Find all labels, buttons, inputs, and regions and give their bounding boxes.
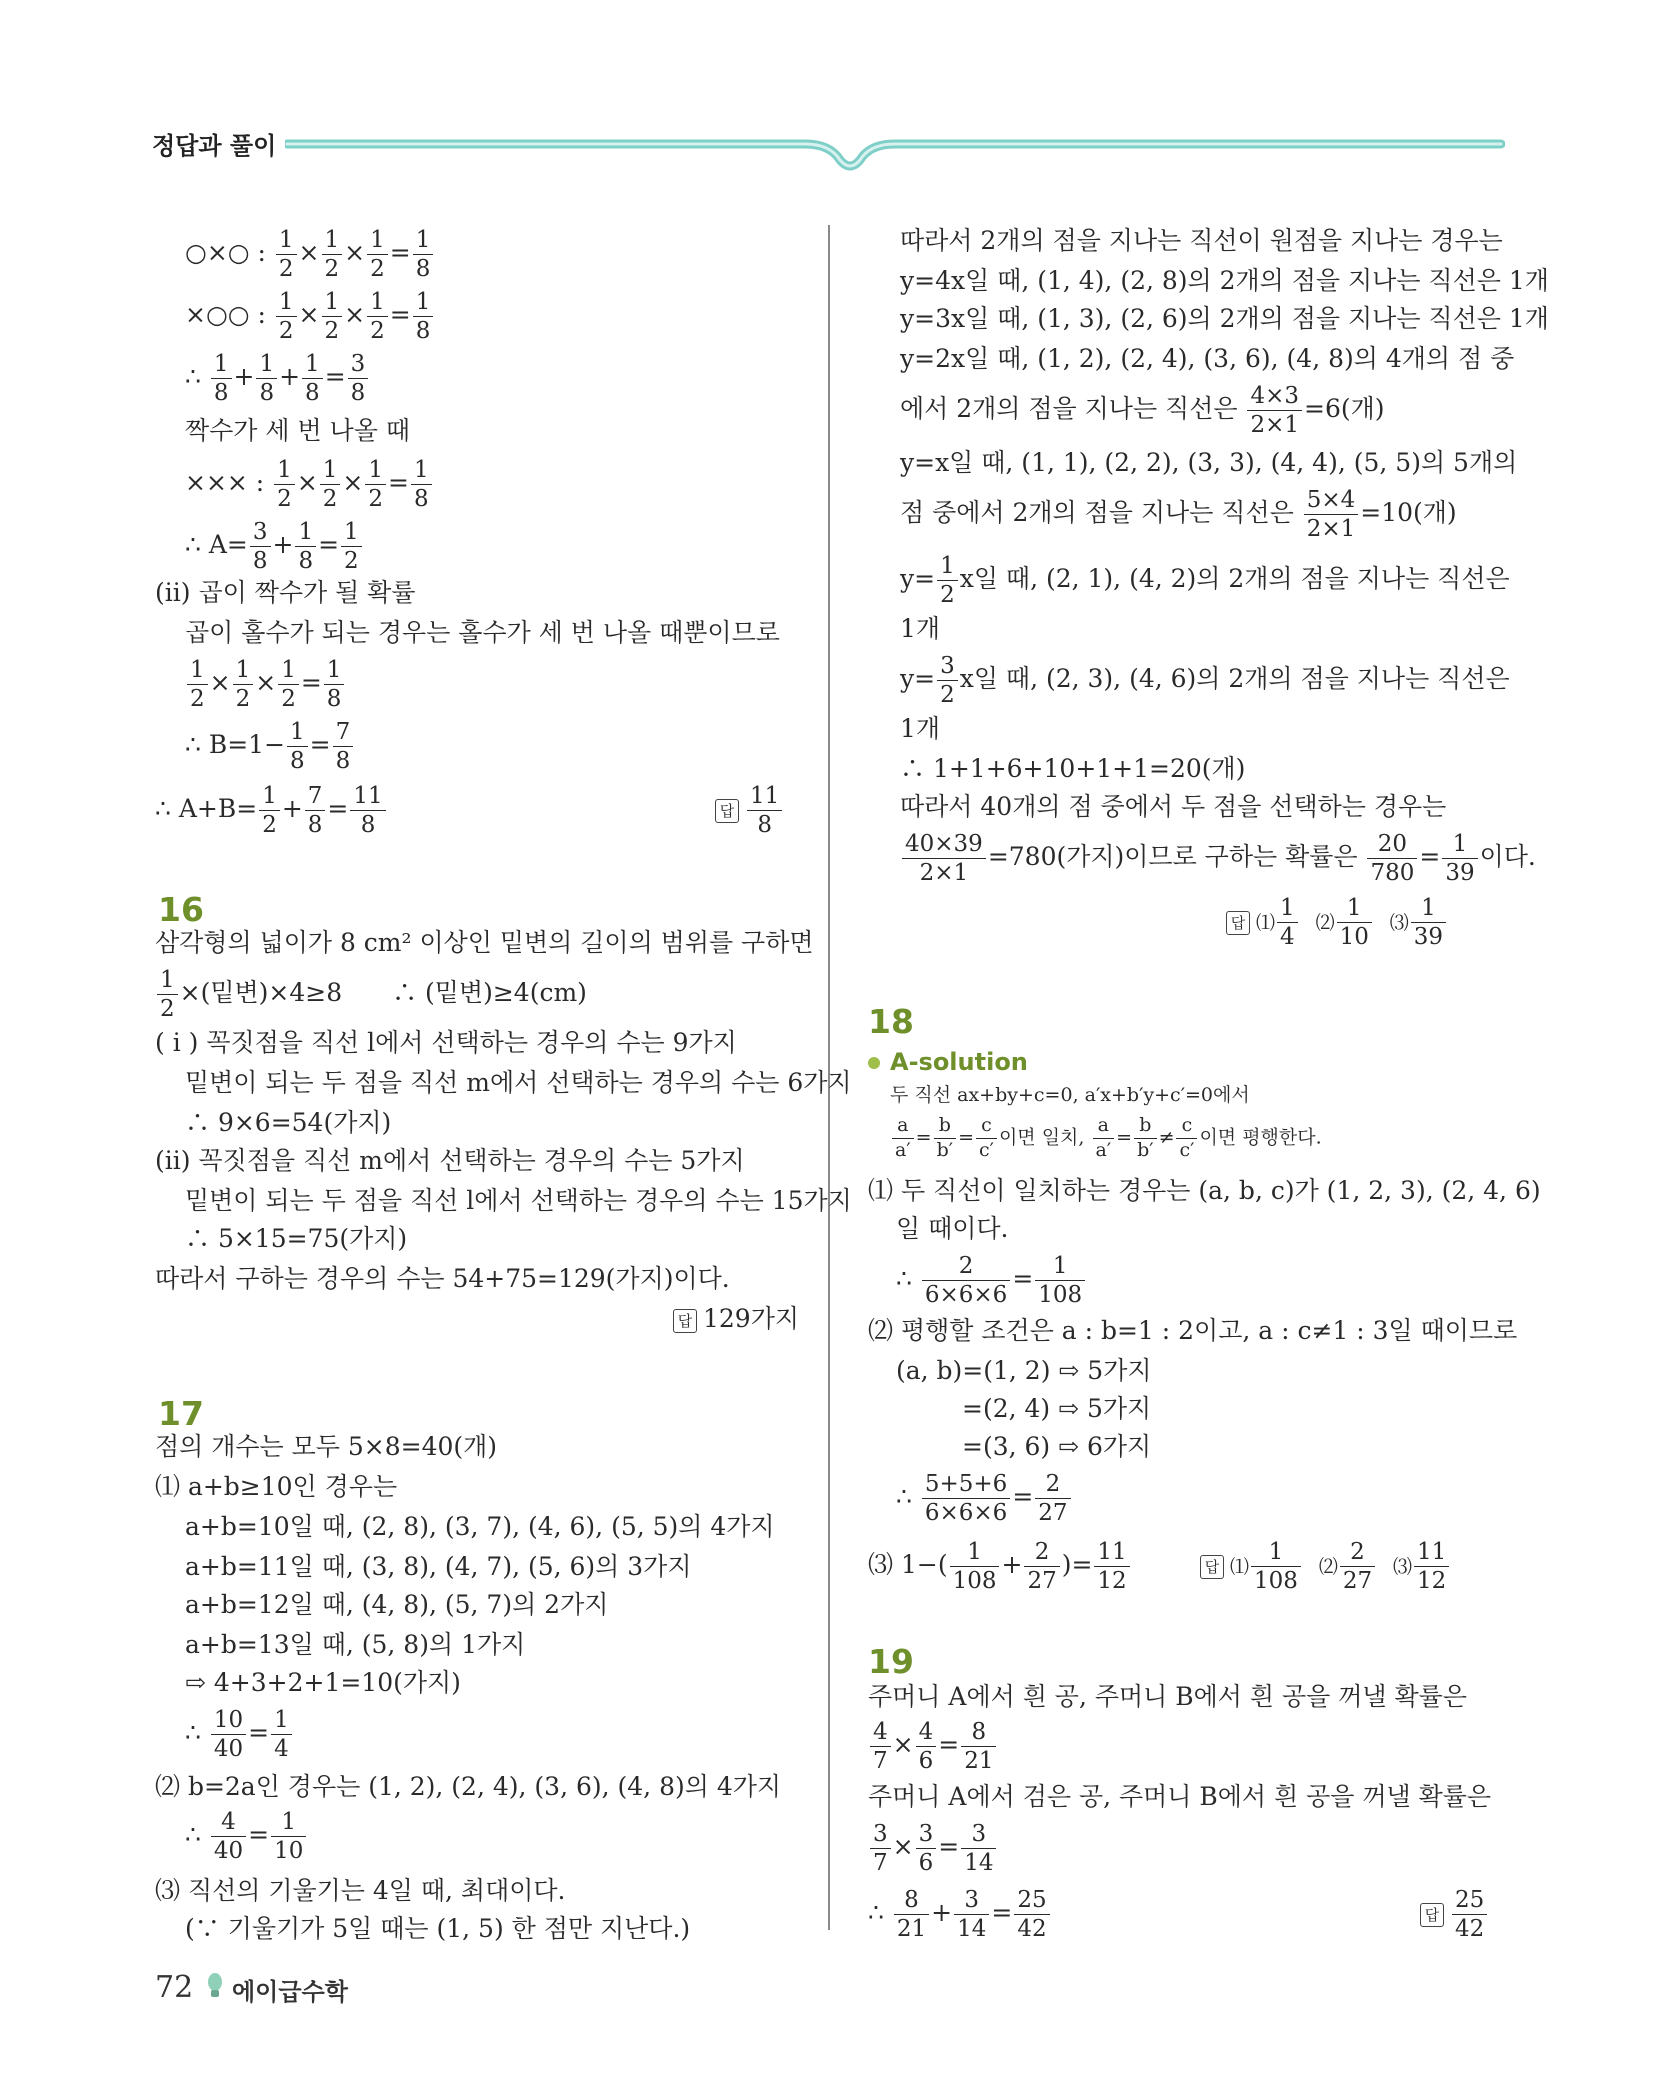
problem-number: 17 xyxy=(158,1394,204,1433)
line: ○×○ : $\frac{1}{2}$ × $\frac{1}{2}$ × $\frac{1}{2}$ = $\frac{1}{8}$ xyxy=(185,228,435,281)
brand-logo: 에이급수학 xyxy=(232,1978,348,2006)
line: 일 때이다. xyxy=(896,1214,1009,1243)
line: a+b=10일 때, (2, 8), (3, 7), (4, 6), (5, 5)의 4가지 xyxy=(185,1512,775,1541)
line: ×○○ : $\frac{1}{2}$ × $\frac{1}{2}$ × $\frac{1}{2}$ = $\frac{1}{8}$ xyxy=(185,290,435,343)
line: ∴ $\frac{2}{6\times 6\times 6}$ = $\frac{1}{108}$ xyxy=(896,1254,1087,1307)
line: a+b=11일 때, (3, 8), (4, 7), (5, 6)의 3가지 xyxy=(185,1552,692,1581)
line: ∴ $\frac{4}{40}$ = $\frac{1}{10}$ xyxy=(185,1810,308,1863)
line: ⑴ 두 직선이 일치하는 경우는 (a, b, c)가 (1, 2, 3), (2, 4, 6) xyxy=(868,1176,1541,1205)
line: ××× : $\frac{1}{2}$ × $\frac{1}{2}$ × $\frac{1}{2}$ = $\frac{1}{8}$ xyxy=(185,458,434,511)
line: 1개 xyxy=(900,614,941,643)
problem-number: 19 xyxy=(868,1642,914,1681)
line: 두 직선 ax+by+c=0, a′x+b′y+c′=0에서 xyxy=(890,1084,1250,1106)
line: $\frac{40\times 39}{2\times 1}$ =780(가지)이므로 구하는 확률은 $\frac{20}{780}$ = $\frac{1}{39}$ 이다. xyxy=(900,832,1536,885)
line: $\frac{1}{2}$ ×(밑변)×4≥8 ∴ (밑변)≥4(cm) xyxy=(155,968,587,1021)
line: ∴ 9×6=54(가지) xyxy=(185,1108,392,1137)
line: 짝수가 세 번 나올 때 xyxy=(185,416,410,445)
answer-17: 답 ⑴ $\frac{1}{4}$ ⑵ $\frac{1}{10}$ ⑶ $\frac{1}{39}$ xyxy=(1226,896,1448,949)
answer-badge: 답 xyxy=(1200,1555,1224,1579)
line: y= $\frac{3}{2}$ x일 때, (2, 3), (4, 6)의 2개의 점을 지나는 직선은 xyxy=(900,653,1510,709)
line: $\frac{4}{7}$ × $\frac{4}{6}$ = $\frac{8}{21}$ xyxy=(868,1720,998,1773)
line: ∴ $\frac{1}{8}$ + $\frac{1}{8}$ + $\frac{1}{8}$ = $\frac{3}{8}$ xyxy=(185,352,370,405)
line: 점 중에서 2개의 점을 지나는 직선은 $\frac{5\times 4}{2\times 1}$ =10(개) xyxy=(900,487,1457,543)
line: =(2, 4) ⇨ 5가지 xyxy=(962,1394,1152,1423)
line: 따라서 40개의 점 중에서 두 점을 선택하는 경우는 xyxy=(900,792,1447,821)
a-solution-label: A-solution xyxy=(868,1048,1028,1076)
line: ⑶ 직선의 기울기는 4일 때, 최대이다. xyxy=(155,1876,566,1905)
line: ∴ 1+1+6+10+1+1=20(개) xyxy=(900,754,1246,783)
line: $\frac{1}{2}$ × $\frac{1}{2}$ × $\frac{1}{2}$ = $\frac{1}{8}$ xyxy=(185,658,346,711)
bullet-dot-icon xyxy=(868,1057,880,1069)
line: ⑵ b=2a인 경우는 (1, 2), (2, 4), (3, 6), (4, 8)의 4가지 xyxy=(155,1772,782,1801)
line: y=2x일 때, (1, 2), (2, 4), (3, 6), (4, 8)의 4개의 점 중 xyxy=(900,344,1515,373)
line: ∴ B=1− $\frac{1}{8}$ = $\frac{7}{8}$ xyxy=(185,720,355,773)
line: ⑴ a+b≥10인 경우는 xyxy=(155,1472,398,1501)
answer-badge: 답 xyxy=(673,1309,697,1333)
answer-18: 답 ⑴ $\frac{1}{108}$ ⑵ $\frac{2}{27}$ ⑶ $\frac{11}{12}$ xyxy=(1200,1540,1451,1593)
line: 곱이 홀수가 되는 경우는 홀수가 세 번 나올 때뿐이므로 xyxy=(185,618,780,647)
header-rule xyxy=(285,128,1505,184)
line: a+b=12일 때, (4, 8), (5, 7)의 2가지 xyxy=(185,1590,609,1619)
line: 에서 2개의 점을 지나는 직선은 $\frac{4\times 3}{2\times 1}$ =6(개) xyxy=(900,383,1385,439)
line: 따라서 구하는 경우의 수는 54+75=129(가지)이다. xyxy=(155,1264,730,1293)
page-header-title: 정답과 풀이 xyxy=(152,132,277,160)
line: (ii) 곱이 짝수가 될 확률 xyxy=(155,578,416,607)
line: a+b=13일 때, (5, 8)의 1가지 xyxy=(185,1630,526,1659)
problem-number: 16 xyxy=(158,890,204,929)
answer-19: 답 $\frac{25}{42}$ xyxy=(1420,1888,1489,1941)
answer-badge: 답 xyxy=(1226,911,1250,935)
line: ∴ $\frac{5+5+6}{6\times 6\times 6}$ = $\frac{2}{27}$ xyxy=(896,1472,1073,1525)
line: ⑶ 1−( $\frac{1}{108}$ + $\frac{2}{27}$ )= $\frac{11}{12}$ xyxy=(868,1540,1132,1593)
problem-number: 18 xyxy=(868,1002,914,1041)
answer-15: 답 $\frac{11}{8}$ xyxy=(715,784,784,837)
line: y=4x일 때, (1, 4), (2, 8)의 2개의 점을 지나는 직선은 1개 xyxy=(900,266,1549,295)
answer-badge: 답 xyxy=(715,799,739,823)
line: 밑변이 되는 두 점을 직선 l에서 선택하는 경우의 수는 15가지 xyxy=(185,1186,852,1215)
line: ∴ A= $\frac{3}{8}$ + $\frac{1}{8}$ = $\frac{1}{2}$ xyxy=(185,520,364,573)
line: 밑변이 되는 두 점을 직선 m에서 선택하는 경우의 수는 6가지 xyxy=(185,1068,852,1097)
line: 1개 xyxy=(900,714,941,743)
line: =(3, 6) ⇨ 6가지 xyxy=(962,1432,1152,1461)
line: ∴ $\frac{8}{21}$ + $\frac{3}{14}$ = $\frac{25}{42}$ xyxy=(868,1888,1052,1941)
line: y=3x일 때, (1, 3), (2, 6)의 2개의 점을 지나는 직선은 1개 xyxy=(900,304,1549,333)
answer-badge: 답 xyxy=(1420,1903,1444,1927)
line: $\frac{3}{7}$ × $\frac{3}{6}$ = $\frac{3}{14}$ xyxy=(868,1822,998,1875)
line: y= $\frac{1}{2}$ x일 때, (2, 1), (4, 2)의 2개의 점을 지나는 직선은 xyxy=(900,553,1510,609)
line: (∵ 기울기가 5일 때는 (1, 5) 한 점만 지난다.) xyxy=(185,1914,691,1943)
line: ⇨ 4+3+2+1=10(가지) xyxy=(185,1668,461,1697)
line: ∴ A+B= $\frac{1}{2}$ + $\frac{7}{8}$ = $\frac{11}{8}$ xyxy=(155,784,388,837)
line: ∴ $\frac{10}{40}$ = $\frac{1}{4}$ xyxy=(185,1708,294,1761)
page-number: 72 xyxy=(155,1970,194,2005)
line: 주머니 A에서 흰 공, 주머니 B에서 흰 공을 꺼낼 확률은 xyxy=(868,1682,1467,1711)
line: (a, b)=(1, 2) ⇨ 5가지 xyxy=(896,1356,1152,1385)
line: 삼각형의 넓이가 8 cm² 이상인 밑변의 길이의 범위를 구하면 xyxy=(155,928,814,957)
line: ∴ 5×15=75(가지) xyxy=(185,1224,408,1253)
line: ⑵ 평행할 조건은 a : b=1 : 2이고, a : c≠1 : 3일 때이므로 xyxy=(868,1316,1518,1345)
line: y=x일 때, (1, 1), (2, 2), (3, 3), (4, 4), (5, 5)의 5개의 xyxy=(900,448,1518,477)
line: ( i ) 꼭짓점을 직선 l에서 선택하는 경우의 수는 9가지 xyxy=(155,1028,737,1057)
line: 따라서 2개의 점을 지나는 직선이 원점을 지나는 경우는 xyxy=(900,226,1503,255)
line: (ii) 꼭짓점을 직선 m에서 선택하는 경우의 수는 5가지 xyxy=(155,1146,745,1175)
answer-16: 답 129가지 xyxy=(673,1306,799,1333)
line: $\frac{a}{a'}$ = $\frac{b}{b'}$ = $\frac{c}{c'}$ 이면 일치, $\frac{a}{a'}$ = $\frac{b}{b'}$ ≠ $\frac{c}{c'}$ 이면 평행한다. xyxy=(890,1116,1322,1161)
lightbulb-icon xyxy=(205,1972,225,2000)
line: 점의 개수는 모두 5×8=40(개) xyxy=(155,1432,498,1461)
line: 주머니 A에서 검은 공, 주머니 B에서 흰 공을 꺼낼 확률은 xyxy=(868,1782,1492,1811)
